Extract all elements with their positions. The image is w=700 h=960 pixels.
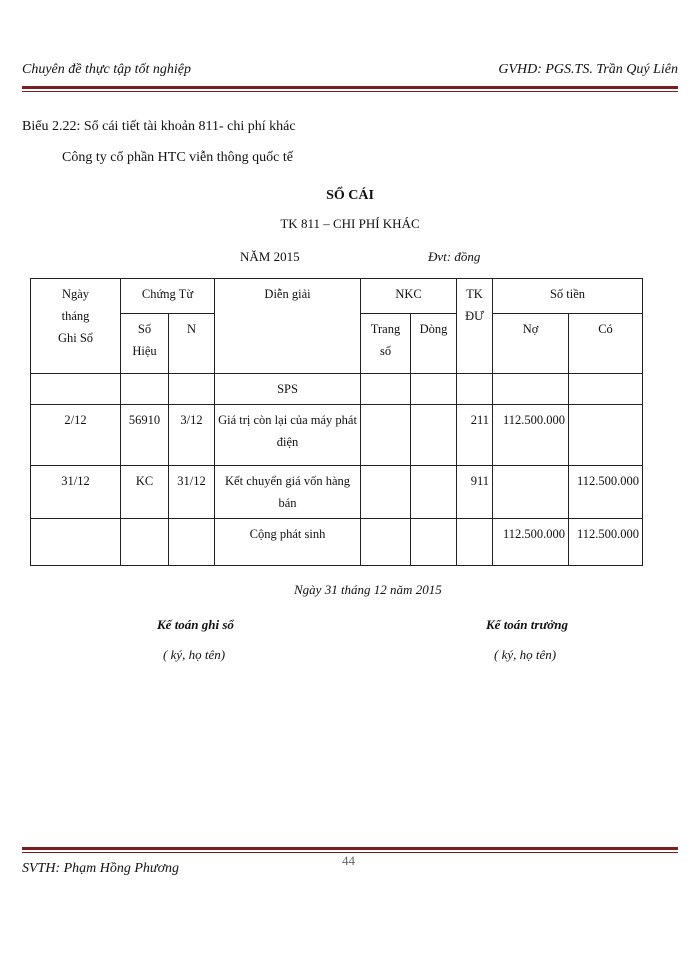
cell-journal-line [411,466,457,519]
figure-caption: Biểu 2.22: Sổ cái tiết tài khoản 811- chi phí khác [22,119,296,134]
ledger-year: NĂM 2015 [240,249,300,264]
header-left: Chuyên đề thực tập tốt nghiệp [22,62,191,77]
header-amount: Số tiền [493,279,643,314]
header-rule-thick [22,86,678,89]
header-journal-page-line1: Trang [370,322,401,337]
cell-journal-line [411,405,457,466]
signature-right-title: Kế toán trưởng [486,617,568,632]
header-credit: Có [569,314,643,374]
cell-debit: 112.500.000 [493,405,569,466]
page-number: 44 [342,853,355,868]
ledger-account: TK 811 – CHI PHÍ KHÁC [280,216,420,231]
header-journal-page-line2: số [379,344,392,359]
header-voucher-date: N [169,314,215,374]
cell-description: Giá trị còn lại của máy phát điện [215,405,361,466]
cell-debit [493,466,569,519]
table-header-row-1 [31,279,643,314]
ledger-unit: Đvt: đồng [428,249,481,264]
header-date [31,279,121,374]
header-journal-page [361,314,411,374]
footer-left: SVTH: Phạm Hồng Phương [22,861,180,876]
table-row [31,466,643,519]
ledger-table [30,278,643,566]
header-voucher-no-line1: Số [137,322,152,337]
header-journal: NKC [361,279,457,314]
total-credit: 112.500.000 [569,519,643,566]
cell-credit: 112.500.000 [569,466,643,519]
cell-voucher-no: KC [121,466,169,519]
cell-contra: 211 [457,405,493,466]
cell-voucher-date: 3/12 [169,405,215,466]
cell-description: Kết chuyển giá vốn hàng bán [215,466,361,519]
cell-journal-page [361,466,411,519]
header-contra [457,279,493,374]
cell-date: 31/12 [31,466,121,519]
cell-contra: 911 [457,466,493,519]
header-voucher-no [121,314,169,374]
header-debit: Nợ [493,314,569,374]
cell-voucher-date: 31/12 [169,466,215,519]
header-right: GVHD: PGS.TS. Trần Quý Liên [498,62,678,77]
footer-rule-thick [22,847,678,850]
signature-right-note: ( ký, họ tên) [494,647,557,662]
ledger-title: SỔ CÁI [326,188,374,203]
cell-journal-page [361,405,411,466]
company-name: Công ty cổ phần HTC viễn thông quốc tế [62,150,293,165]
table-row [31,405,643,466]
header-date-line2: tháng [61,309,90,323]
header-date-line3: Ghi Sổ [57,331,94,345]
signature-date: Ngày 31 tháng 12 năm 2015 [294,582,442,597]
header-contra-line2: ĐƯ [465,309,484,323]
header-contra-line1: TK [466,287,483,301]
signature-left-title: Kế toán ghi sổ [157,617,234,632]
header-voucher: Chứng Từ [121,279,215,314]
header-voucher-no-line2: Hiệu [132,344,157,359]
table-total-row [31,519,643,566]
header-description: Diễn giải [215,279,361,374]
section-label: SPS [215,374,361,405]
cell-date: 2/12 [31,405,121,466]
total-debit: 112.500.000 [493,519,569,566]
header-rule-thin [22,91,678,92]
total-label: Cộng phát sinh [215,519,361,566]
cell-credit [569,405,643,466]
header-journal-line: Dòng [411,314,457,374]
header-date-line1: Ngày [61,287,90,301]
signature-left-note: ( ký, họ tên) [163,647,226,662]
cell-voucher-no: 56910 [121,405,169,466]
table-row-section [31,374,643,405]
